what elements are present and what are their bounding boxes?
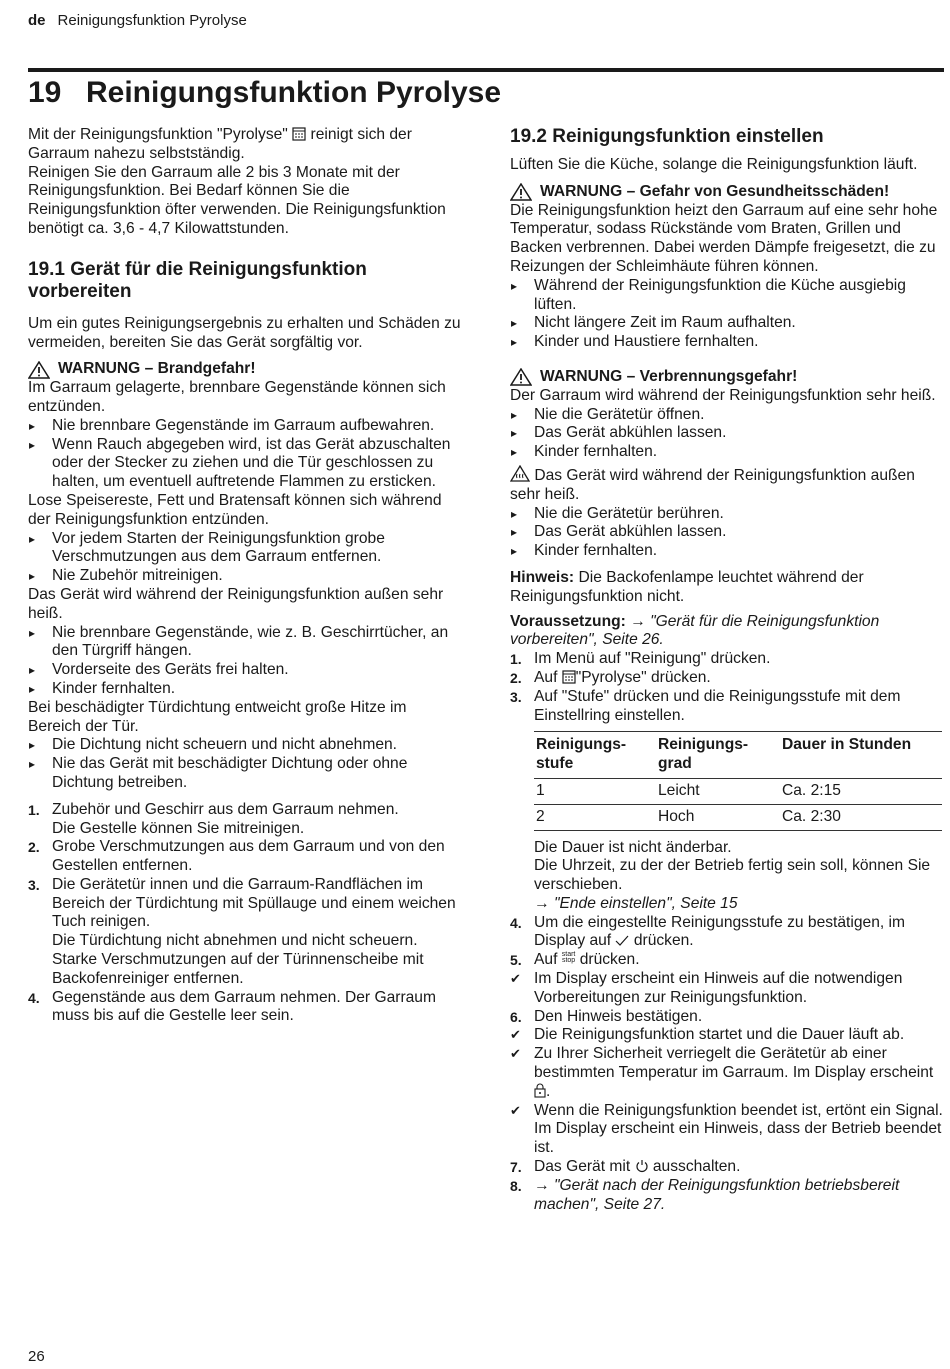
language-code: de: [28, 12, 46, 29]
list-item: ▸ Wenn Rauch abgegeben wird, ist das Gerät abzuschalten oder der Stecker zu ziehen und die Tür geschlossen zu halten, um eventuell auftretende Flammen zu ersticken.: [28, 436, 463, 492]
table-header: Dauer in Stunden: [780, 732, 942, 779]
list-item: 1. Im Menü auf "Reinigung" drücken.: [510, 650, 771, 668]
prerequisite: Voraussetzung: → "Gerät für die Reinigungsfunktion vorbereiten", Seite 26.: [510, 612, 880, 649]
health-warning-list: [510, 277, 943, 352]
list-item: ▸ Nicht längere Zeit im Raum aufhalten.: [510, 314, 943, 333]
list-item: ▸ Das Gerät abkühlen lassen.: [510, 424, 943, 443]
list-item: ✔ Zu Ihrer Sicherheit verriegelt die Gerätetür ab einer bestimmten Temperatur im Garraum. Im Display erscheint .: [510, 1045, 934, 1100]
cleaning-level-table: [534, 731, 942, 830]
start-stop-icon: start stop: [561, 951, 576, 965]
table-row: 1 Leicht Ca. 2:15: [534, 778, 942, 804]
section-19-1-title: 19.1 Gerät für die Reinigungsfunktion vorbereiten: [28, 258, 367, 302]
burn-warning-heading: WARNUNG – Verbrennungsgefahr!: [510, 368, 943, 387]
list-item: ▸ Kinder fernhalten.: [510, 443, 943, 462]
list-item: ▸ Nie Zubehör mitreinigen.: [28, 567, 463, 586]
right-column: [510, 126, 943, 1214]
fire-warning-text-1: Im Garraum gelagerte, brennbare Gegenstände können sich entzünden.: [28, 379, 446, 415]
list-item: ▸ Nie brennbare Gegenstände, wie z. B. Geschirrtücher, an den Türgriff hängen.: [28, 624, 463, 662]
fire-warning-list-1: [28, 417, 463, 492]
header-rule: [28, 68, 944, 72]
left-column: [28, 126, 463, 1026]
burn-warning-text-2: Das Gerät wird während der Reinigungsfunktion außen sehr heiß.: [510, 466, 915, 503]
fire-warning-text-4: Bei beschädigter Türdichtung entweicht große Hitze im Bereich der Tür.: [28, 698, 407, 735]
list-item: 3. Die Gerätetür innen und die Garraum-Randflächen im Bereich der Türdichtung mit Spüllauge und einem weichen Tuch reinigen. Die Türdichtung nicht abnehmen und nicht scheuern. Starke Verschmutzungen auf der Türinnenscheibe mit Backofenreiniger entfernen.: [28, 875, 456, 987]
section-19-2-title: 19.2 Reinigungsfunktion einstellen: [510, 126, 824, 147]
section-19-2-intro: Lüften Sie die Küche, solange die Reinigungsfunktion läuft.: [510, 156, 918, 173]
fire-warning-list-3: [28, 624, 463, 699]
power-icon: [635, 1159, 649, 1173]
list-item: ▸ Die Dichtung nicht scheuern und nicht abnehmen.: [28, 736, 463, 755]
hot-surface-icon: [510, 465, 530, 482]
table-header: Reinigungs-grad: [656, 732, 780, 779]
list-item: 7. Das Gerät mit ausschalten.: [510, 1158, 741, 1176]
fire-warning-text-3: Das Gerät wird während der Reinigungsfunktion außen sehr heiß.: [28, 585, 444, 622]
list-item: 4. Um die eingestellte Reinigungsstufe zu bestätigen, im Display auf drücken.: [510, 913, 905, 950]
list-item: ▸ Vor jedem Starten der Reinigungsfunktion grobe Verschmutzungen aus dem Garraum entfernen.: [28, 530, 463, 568]
list-item: 4. Gegenstände aus dem Garraum nehmen. Der Garraum muss bis auf die Gestelle leer sein.: [28, 988, 436, 1025]
list-item: ▸ Nie brennbare Gegenstände im Garraum aufbewahren.: [28, 417, 463, 436]
setup-steps: [510, 650, 943, 1214]
header-title: Reinigungsfunktion Pyrolyse: [57, 12, 247, 29]
health-warning-text: Die Reinigungsfunktion heizt den Garraum auf eine sehr hohe Temperatur, sodass Rückstände vom Braten, Grillen und Backen verbrennen. Dabei werden Dämpfe freigesetzt, die zu Reizungen der Schleimhäute führen können.: [510, 201, 938, 275]
intro-paragraph-1: Mit der Reinigungsfunktion "Pyrolyse" reinigt sich der Garraum nahezu selbstständig.: [28, 126, 412, 162]
table-header: Reinigungs-stufe: [534, 732, 656, 779]
warning-triangle-icon: [510, 183, 532, 201]
list-item: 6. Den Hinweis bestätigen.: [510, 1007, 703, 1025]
table-row: 2 Hoch Ca. 2:30: [534, 804, 942, 830]
list-item: ✔ Im Display erscheint ein Hinweis auf die notwendigen Vorbereitungen zur Reinigungsfunktion.: [510, 970, 903, 1006]
list-item: ✔ Wenn die Reinigungsfunktion beendet ist, ertönt ein Signal. Im Display erscheint ein Hinweis, dass der Betrieb beendet ist.: [510, 1101, 943, 1157]
page-header: [28, 12, 247, 29]
list-item: 3. Auf "Stufe" drücken und die Reinigungsstufe mit dem Einstellring einstellen. Reinigungs-stufe Reinigungs-grad Dauer in Stunden 1 Leicht Ca. 2:15 2 Hoch Ca. 2:30 Die Dauer ist nicht änderbar. Die Uhrzeit, zu der der Betrieb fertig sein soll, können Sie verschieben. → "Ende einstellen", Seite 15: [510, 688, 943, 914]
list-item: 2. Grobe Verschmutzungen aus dem Garraum und von den Gestellen entfernen.: [28, 838, 445, 875]
fire-warning-text-2: Lose Speisereste, Fett und Bratensaft können sich während der Reinigungsfunktion entzünden.: [28, 491, 442, 528]
intro-paragraph-2: Reinigen Sie den Garraum alle 2 bis 3 Monate mit der Reinigungsfunktion. Bei Bedarf können Sie die Reinigungsfunktion öfter verwenden. Die Reinigungsfunktion benötigt ca. 3,6 - 4,7 Kilowattstunden.: [28, 163, 446, 237]
fire-warning-heading: WARNUNG – Brandgefahr!: [28, 360, 463, 379]
list-item: ▸ Kinder fernhalten.: [28, 680, 463, 699]
pyrolysis-icon: [292, 127, 306, 141]
burn-warning-list-2: [510, 505, 943, 561]
list-item: 5. Auf start stop drücken.: [510, 951, 640, 969]
list-item: ▸ Nie das Gerät mit beschädigter Dichtung oder ohne Dichtung betreiben.: [28, 755, 463, 793]
burn-warning-list-1: [510, 406, 943, 462]
list-item: ✔ Die Reinigungsfunktion startet und die Dauer läuft ab.: [510, 1026, 905, 1044]
page-number: 26: [28, 1348, 45, 1365]
warning-triangle-icon: [28, 361, 50, 379]
fire-warning-list-4: [28, 736, 463, 792]
list-item: ▸ Nie die Gerätetür berühren.: [510, 505, 943, 524]
health-warning-heading: WARNUNG – Gefahr von Gesundheitsschäden!: [510, 183, 943, 202]
list-item: ▸ Das Gerät abkühlen lassen.: [510, 523, 943, 542]
fire-warning-list-2: [28, 530, 463, 586]
warning-triangle-icon: [510, 368, 532, 386]
chapter-title: 19 Reinigungsfunktion Pyrolyse: [28, 76, 502, 109]
list-item: ▸ Während der Reinigungsfunktion die Küche ausgiebig lüften.: [510, 277, 943, 315]
list-item: 8. → "Gerät nach der Reinigungsfunktion betriebsbereit machen", Seite 27.: [510, 1176, 900, 1213]
list-item: ▸ Vorderseite des Geräts frei halten.: [28, 661, 463, 680]
list-item: 1. Zubehör und Geschirr aus dem Garraum nehmen. Die Gestelle können Sie mitreinigen.: [28, 800, 399, 837]
pyrolysis-icon: [562, 670, 576, 684]
lock-icon: [534, 1083, 546, 1098]
burn-warning-text-1: Der Garraum wird während der Reinigungsfunktion sehr heiß.: [510, 386, 936, 404]
list-item: ▸ Kinder fernhalten.: [510, 542, 943, 561]
note: Hinweis: Die Backofenlampe leuchtet während der Reinigungsfunktion nicht.: [510, 568, 864, 605]
list-item: ▸ Kinder und Haustiere fernhalten.: [510, 333, 943, 352]
section-19-1-intro: Um ein gutes Reinigungsergebnis zu erhalten und Schäden zu vermeiden, bereiten Sie das Gerät sorgfältig vor.: [28, 314, 461, 351]
checkmark-icon: [615, 935, 629, 947]
preparation-steps: [28, 801, 463, 1027]
list-item: ▸ Nie die Gerätetür öffnen.: [510, 406, 943, 425]
list-item: 2. Auf "Pyrolyse" drücken.: [510, 668, 711, 686]
